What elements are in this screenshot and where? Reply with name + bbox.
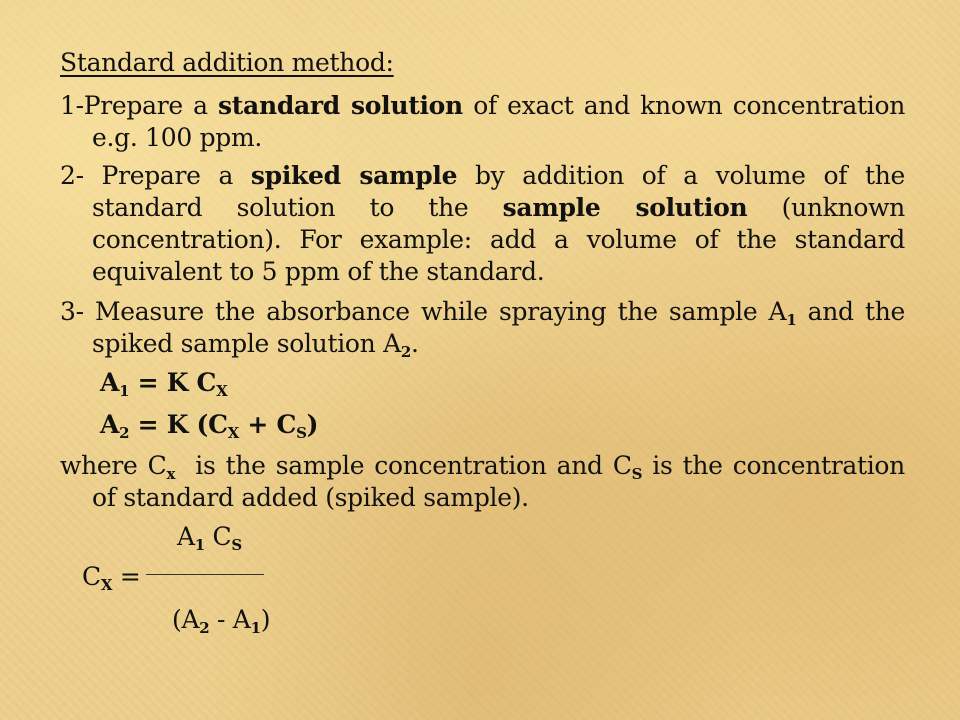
num-a: A — [177, 522, 195, 551]
den-close: ) — [260, 605, 271, 634]
step-3-text-2: and the spiked sample solution A — [92, 297, 905, 358]
step-3 — [60, 296, 905, 360]
num-c: C — [204, 522, 232, 551]
den-open: (A — [172, 605, 200, 634]
fraction-lhs — [82, 562, 264, 594]
where-t2: is the sample concentration and C — [175, 451, 632, 480]
eq2-close: ) — [306, 410, 319, 439]
eq2-a: A — [100, 410, 120, 439]
den-minus: - A — [209, 605, 251, 634]
step-2-prefix: 2- Prepare a — [60, 161, 251, 190]
equation-2 — [100, 410, 319, 442]
eq1-a: A — [100, 368, 120, 397]
where-s1: x — [166, 465, 176, 483]
eq1-c-sub: X — [216, 382, 228, 400]
step-1-bold: standard solution — [218, 91, 463, 120]
lhs-sub: X — [100, 576, 113, 594]
step-2-bold-2: sample solution — [502, 193, 748, 222]
slide-heading: Standard addition method: — [60, 48, 394, 77]
step-2-bold-1: spiked sample — [250, 161, 458, 190]
eq2-plus: + C — [239, 410, 297, 439]
step-2-mid: by addition of a volume of the standard solution to the — [92, 161, 905, 222]
den-sub-1: 2 — [199, 619, 210, 637]
eq1-rhs: = K C — [129, 368, 217, 397]
step-1-prefix: 1-Prepare a — [60, 91, 219, 120]
step-1-rest: of exact and known concentration e.g. 100 ppm. — [92, 91, 905, 152]
step-2 — [60, 160, 905, 288]
step-3-text-3: . — [411, 329, 419, 358]
eq1-a-sub: 1 — [119, 382, 130, 400]
fraction-bar — [146, 574, 264, 575]
fraction-numerator — [177, 522, 242, 554]
den-sub-2: 1 — [250, 619, 261, 637]
num-a-sub: 1 — [194, 536, 205, 554]
equation-1 — [100, 368, 228, 400]
where-t1: where C — [60, 451, 167, 480]
step-3-text-1: 3- Measure the absorbance while spraying the sample A — [60, 297, 787, 326]
lhs-c: C — [82, 562, 101, 591]
step-3-sub-2: 2 — [400, 343, 412, 361]
lhs-eq: = — [112, 562, 141, 591]
eq2-cs-sub: S — [296, 424, 307, 442]
eq2-rhs: = K (C — [129, 410, 228, 439]
num-c-sub: S — [231, 536, 242, 554]
eq2-a-sub: 2 — [119, 424, 130, 442]
where-t3: is the concentration of standard added (spiked sample). — [92, 451, 905, 512]
step-1 — [60, 90, 905, 154]
where-text — [60, 450, 905, 514]
step-3-sub-1: 1 — [786, 311, 797, 329]
where-s2: S — [631, 465, 643, 483]
eq2-cx-sub: X — [227, 424, 240, 442]
fraction-denominator — [172, 605, 271, 637]
step-2-rest: (unknown concentration). For example: add a volume of the standard equivalent to 5 ppm of the standard. — [92, 193, 905, 286]
